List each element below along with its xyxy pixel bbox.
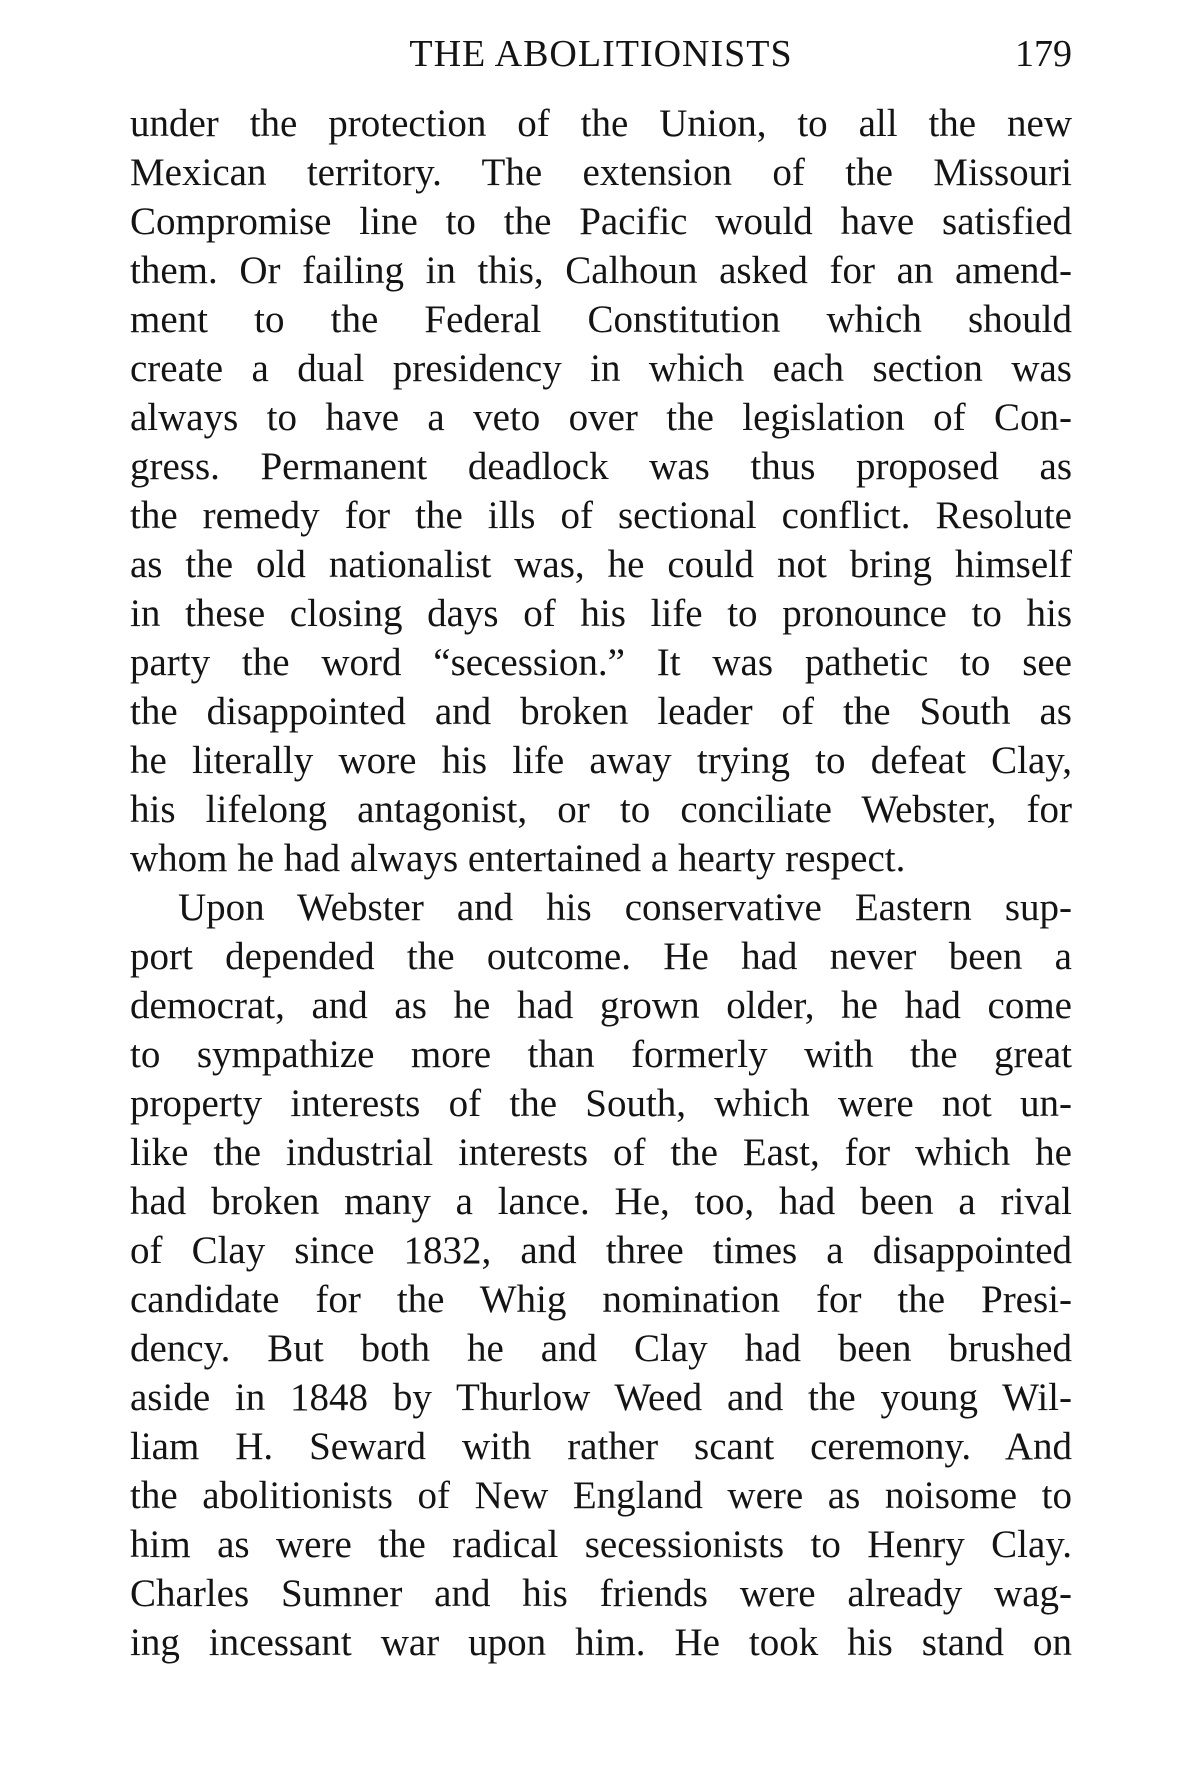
page-header [130,26,1072,82]
page-number: 179 [1015,33,1072,75]
text-line: dency. But both he and Clay had been brushed [130,1327,1072,1370]
text-line: under the protection of the Union, to all the new [130,102,1072,145]
paragraph-start-line: Upon Webster and his conservative Eastern sup- [178,886,1072,929]
text-line: aside in 1848 by Thurlow Weed and the young Wil- [130,1376,1072,1419]
paragraph-end-line: whom he had always entertained a hearty respect. [130,837,906,880]
text-line: he literally wore his life away trying to defeat Clay, [130,739,1072,782]
text-line: in these closing days of his life to pronounce to his [130,592,1072,635]
text-line: the disappointed and broken leader of the South as [130,690,1072,733]
text-line: Mexican territory. The extension of the Missouri [130,151,1072,194]
text-line: party the word “secession.” It was pathetic to see [130,641,1072,684]
text-line: democrat, and as he had grown older, he had come [130,984,1072,1027]
text-line: ing incessant war upon him. He took his stand on [130,1621,1072,1664]
text-line: them. Or failing in this, Calhoun asked for an amend- [130,249,1072,292]
running-title: THE ABOLITIONISTS [409,33,793,75]
text-line: ment to the Federal Constitution which should [130,298,1072,341]
text-line: Compromise line to the Pacific would have satisfied [130,200,1072,243]
text-line: as the old nationalist was, he could not bring himself [130,543,1072,586]
text-line: always to have a veto over the legislation of Con- [130,396,1072,439]
text-line: create a dual presidency in which each section was [130,347,1072,390]
text-line: of Clay since 1832, and three times a disappointed [130,1229,1072,1272]
text-line: to sympathize more than formerly with the great [130,1033,1072,1076]
text-line: his lifelong antagonist, or to conciliate Webster, for [130,788,1072,831]
text-line: candidate for the Whig nomination for the Presi- [130,1278,1072,1321]
text-line: liam H. Seward with rather scant ceremony. And [130,1425,1072,1468]
text-line: Charles Sumner and his friends were already wag- [130,1572,1072,1615]
text-line: like the industrial interests of the East, for which he [130,1131,1072,1174]
text-line: port depended the outcome. He had never been a [130,935,1072,978]
text-line: had broken many a lance. He, too, had been a rival [130,1180,1072,1223]
text-line: him as were the radical secessionists to Henry Clay. [130,1523,1072,1566]
text-line: the remedy for the ills of sectional conflict. Resolute [130,494,1072,537]
body-text [130,99,1072,1667]
text-line: gress. Permanent deadlock was thus proposed as [130,445,1072,488]
text-line: the abolitionists of New England were as noisome to [130,1474,1072,1517]
text-line: property interests of the South, which were not un- [130,1082,1072,1125]
